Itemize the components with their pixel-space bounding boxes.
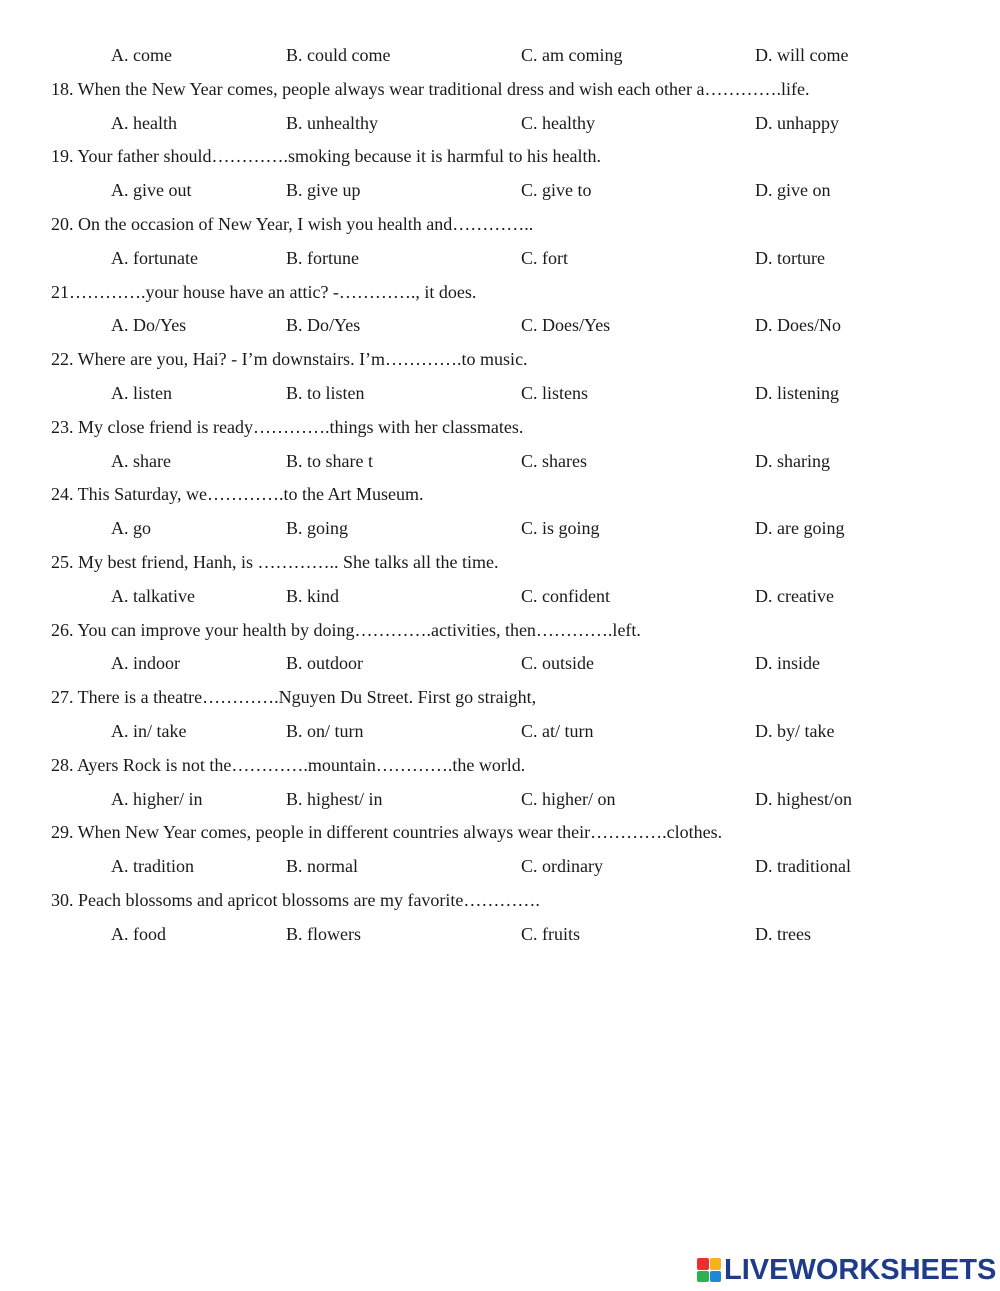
answer-option-a: A. higher/ in <box>111 788 203 809</box>
answer-option-d: D. torture <box>755 247 825 268</box>
answer-option-d: D. will come <box>755 45 849 65</box>
question-text: 25. My best friend, Hanh, is ………….. She talks all the time. <box>51 551 499 572</box>
answer-option-a: A. Do/Yes <box>111 315 187 336</box>
answer-option-d: D. by/ take <box>755 720 835 741</box>
answer-option-b: B. highest/ in <box>286 788 383 809</box>
logo-block <box>697 1258 709 1270</box>
answer-option-d: D. unhappy <box>755 112 839 133</box>
answer-option-d: D. Does/No <box>755 315 841 336</box>
answer-option-c: C. confident <box>521 585 610 606</box>
answer-option-d: D. trees <box>755 923 811 944</box>
answer-option-d: D. traditional <box>755 856 851 877</box>
answer-option-b: B. could come <box>286 45 391 65</box>
answer-option-a: A. food <box>111 923 166 944</box>
answer-option-c: C. listens <box>521 382 589 403</box>
answer-option-b: B. Do/Yes <box>286 315 361 336</box>
answer-option-c: C. healthy <box>521 112 595 133</box>
question-text: 23. My close friend is ready………….things with her classmates. <box>51 416 524 437</box>
answer-options-row <box>0 312 1000 346</box>
logo-blocks-icon <box>697 1258 721 1282</box>
answer-option-a: A. share <box>111 450 171 471</box>
answer-option-d: D. creative <box>755 585 834 606</box>
question-text: 22. Where are you, Hai? - I’m downstairs. I’m………….to music. <box>51 349 528 370</box>
question-text: 29. When New Year comes, people in different countries always wear their………….clothes. <box>51 822 723 843</box>
logo-block <box>710 1271 722 1283</box>
answer-option-b: B. kind <box>286 585 340 606</box>
answer-option-c: C. Does/Yes <box>521 315 611 336</box>
liveworksheets-logo <box>697 1255 996 1285</box>
worksheet-content <box>0 42 1000 955</box>
answer-options-row <box>0 110 1000 144</box>
answer-option-c: C. shares <box>521 450 587 471</box>
answer-option-c: C. give to <box>521 180 592 201</box>
answer-options-row <box>0 583 1000 617</box>
answer-option-b: B. give up <box>286 180 361 201</box>
answer-option-c: C. higher/ on <box>521 788 616 809</box>
answer-option-a: A. come <box>111 45 172 65</box>
answer-options-row <box>0 380 1000 414</box>
answer-option-b: B. fortune <box>286 247 359 268</box>
question-text: 21………….your house have an attic? -…………., it does. <box>51 281 477 302</box>
answer-option-d: D. highest/on <box>755 788 852 809</box>
answer-option-c: C. ordinary <box>521 856 603 877</box>
answer-option-b: B. to listen <box>286 382 365 403</box>
logo-text: LIVEWORKSHEETS <box>724 1254 997 1286</box>
answer-options-row <box>0 921 1000 955</box>
answer-options-row <box>0 42 1000 76</box>
answer-option-a: A. fortunate <box>111 247 198 268</box>
answer-option-c: C. is going <box>521 518 600 539</box>
question-text: 26. You can improve your health by doing………….activities, then………….left. <box>51 619 641 640</box>
answer-option-c: C. at/ turn <box>521 720 594 741</box>
question-text: 30. Peach blossoms and apricot blossoms are my favorite…………. <box>51 889 540 910</box>
question-text: 27. There is a theatre………….Nguyen Du Street. First go straight, <box>51 687 537 708</box>
answer-options-row <box>0 718 1000 752</box>
answer-option-a: A. go <box>111 518 151 539</box>
answer-option-a: A. talkative <box>111 585 195 606</box>
answer-option-d: D. listening <box>755 382 839 403</box>
answer-option-c: C. outside <box>521 653 595 674</box>
answer-option-b: B. to share t <box>286 450 373 471</box>
answer-option-a: A. indoor <box>111 653 180 674</box>
answer-option-d: D. sharing <box>755 450 830 471</box>
answer-options-row <box>0 177 1000 211</box>
answer-option-b: B. unhealthy <box>286 112 378 133</box>
answer-options-row <box>0 515 1000 549</box>
answer-option-b: B. on/ turn <box>286 720 364 741</box>
answer-option-c: C. am coming <box>521 45 623 65</box>
answer-options-row <box>0 448 1000 482</box>
answer-option-b: B. outdoor <box>286 653 364 674</box>
answer-option-a: A. give out <box>111 180 192 201</box>
answer-option-c: C. fruits <box>521 923 581 944</box>
question-text: 19. Your father should………….smoking because it is harmful to his health. <box>51 146 601 167</box>
answer-options-row <box>0 245 1000 279</box>
answer-option-b: B. normal <box>286 856 358 877</box>
answer-options-row <box>0 650 1000 684</box>
answer-option-b: B. going <box>286 518 349 539</box>
answer-option-c: C. fort <box>521 247 568 268</box>
question-text: 28. Ayers Rock is not the………….mountain………….the world. <box>51 754 526 775</box>
answer-option-d: D. inside <box>755 653 820 674</box>
answer-option-a: A. listen <box>111 382 172 403</box>
answer-options-row <box>0 853 1000 887</box>
answer-option-b: B. flowers <box>286 923 361 944</box>
question-text: 24. This Saturday, we………….to the Art Museum. <box>51 484 424 505</box>
answer-options-row <box>0 786 1000 820</box>
question-text: 18. When the New Year comes, people always wear traditional dress and wish each other a………….life. <box>51 78 810 99</box>
answer-option-a: A. tradition <box>111 856 194 877</box>
question-text: 20. On the occasion of New Year, I wish you health and………….. <box>51 213 534 234</box>
answer-option-a: A. in/ take <box>111 720 187 741</box>
logo-block <box>697 1271 709 1283</box>
answer-option-a: A. health <box>111 112 177 133</box>
answer-option-d: D. are going <box>755 518 845 539</box>
logo-block <box>710 1258 722 1270</box>
answer-option-d: D. give on <box>755 180 831 201</box>
